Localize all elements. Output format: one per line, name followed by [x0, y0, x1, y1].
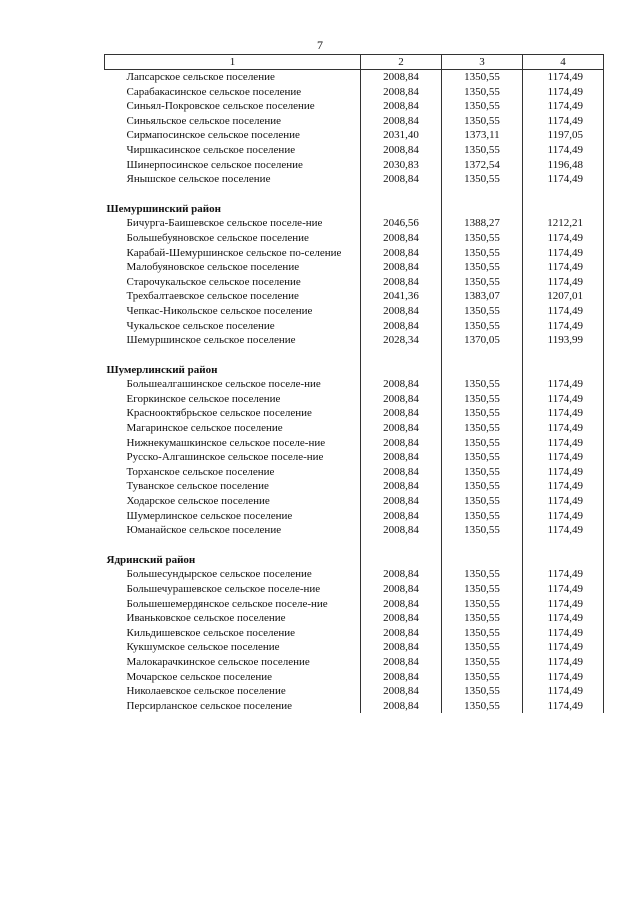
spacer-cell [361, 348, 442, 363]
table-row [105, 640, 604, 655]
settlement-name: Персирланское сельское поселение [126, 699, 293, 712]
settlement-name: Сирмапосинское сельское поселение [126, 129, 300, 142]
value-col-2: 2008,84 [361, 70, 442, 85]
value-col-2: 2008,84 [361, 509, 442, 524]
district-title: Шумерлинский район [106, 363, 218, 376]
table-row [105, 143, 604, 158]
value-col-3: 1350,55 [442, 655, 523, 670]
value-col-2: 2008,84 [361, 699, 442, 714]
value-col-4: 1197,05 [523, 128, 604, 143]
value-col-3: 1350,55 [442, 246, 523, 261]
value-col-2: 2008,84 [361, 611, 442, 626]
table-row [105, 377, 604, 392]
settlement-name: Большечурашевское сельское поселе-ние [126, 583, 321, 595]
value-col-3: 1350,55 [442, 450, 523, 465]
value-col-4: 1174,49 [523, 172, 604, 187]
settlement-name: Чепкас-Никольское сельское поселение [126, 304, 313, 317]
value-col-2: 2008,84 [361, 172, 442, 187]
settlement-name: Кукшумское сельское поселение [126, 641, 280, 654]
value-col-4: 1174,49 [523, 377, 604, 392]
value-col-2: 2008,84 [361, 655, 442, 670]
spacer-cell [523, 348, 604, 363]
table-row [105, 699, 604, 714]
settlement-name: Сарабакасинское сельское поселение [126, 85, 302, 98]
value-col-3: 1350,55 [442, 304, 523, 319]
settlement-name: Карабай-Шемуршинское сельское по-селение [126, 246, 342, 259]
settlement-name: Иваньковское сельское поселение [126, 612, 286, 625]
value-col-4: 1174,49 [523, 494, 604, 509]
value-col-2: 2008,84 [361, 479, 442, 494]
value-col-2: 2046,56 [361, 216, 442, 231]
value-col-2: 2041,36 [361, 289, 442, 304]
value-col-2: 2008,84 [361, 597, 442, 612]
settlement-name: Шумерлинское сельское поселение [126, 509, 293, 522]
value-col-4: 1174,49 [523, 465, 604, 480]
value-col-4: 1207,01 [523, 289, 604, 304]
value-col-2: 2008,84 [361, 246, 442, 261]
value-col-4: 1174,49 [523, 392, 604, 407]
settlement-name: Синьяльское сельское поселение [126, 114, 282, 127]
value-col-2: 2008,84 [361, 275, 442, 290]
value-col-4: 1174,49 [523, 699, 604, 714]
value-col-4: 1174,49 [523, 70, 604, 85]
table-row [105, 231, 604, 246]
table-row [105, 626, 604, 641]
value-col-2: 2031,40 [361, 128, 442, 143]
value-col-4: 1174,49 [523, 582, 604, 597]
value-col-3: 1350,55 [442, 611, 523, 626]
value-col-3: 1350,55 [442, 260, 523, 275]
settlement-name: Русско-Алгашинское сельское поселе-ние [126, 451, 324, 464]
value-col-4: 1174,49 [523, 684, 604, 699]
value-col-3: 1350,55 [442, 494, 523, 509]
value-col-4: 1174,49 [523, 436, 604, 451]
header-col-2: 2 [361, 55, 442, 70]
spacer-cell [361, 538, 442, 553]
value-col-4: 1212,21 [523, 216, 604, 231]
empty-cell [442, 363, 523, 378]
spacer-row [105, 348, 604, 363]
settlement-name: Нижнекумашкинское сельское поселе-ние [126, 436, 326, 449]
value-col-4: 1174,49 [523, 670, 604, 685]
value-col-3: 1350,55 [442, 436, 523, 451]
settlement-name: Трехбалтаевское сельское поселение [126, 290, 299, 303]
value-col-3: 1350,55 [442, 670, 523, 685]
settlement-name: Шемуршинское сельское поселение [126, 334, 296, 347]
empty-cell [442, 553, 523, 568]
settlement-name: Синьял-Покровское сельское поселение [126, 100, 315, 113]
value-col-3: 1350,55 [442, 640, 523, 655]
empty-cell [523, 202, 604, 217]
table-row [105, 216, 604, 231]
settlement-name: Большесундырское сельское поселение [126, 568, 312, 581]
value-col-4: 1174,49 [523, 626, 604, 641]
value-col-2: 2008,84 [361, 377, 442, 392]
value-col-3: 1350,55 [442, 99, 523, 114]
value-col-4: 1174,49 [523, 479, 604, 494]
value-col-4: 1174,49 [523, 99, 604, 114]
table-row [105, 319, 604, 334]
value-col-3: 1350,55 [442, 172, 523, 187]
district-title: Ядринский район [106, 553, 196, 566]
table-row [105, 85, 604, 100]
settlement-name: Чиршкасинское сельское поселение [126, 143, 296, 156]
table-row [105, 114, 604, 129]
value-col-4: 1174,49 [523, 319, 604, 334]
value-col-3: 1383,07 [442, 289, 523, 304]
value-col-3: 1350,55 [442, 567, 523, 582]
value-col-3: 1350,55 [442, 597, 523, 612]
table-row [105, 275, 604, 290]
spacer-cell [105, 187, 361, 202]
value-col-2: 2008,84 [361, 684, 442, 699]
value-col-2: 2008,84 [361, 114, 442, 129]
value-col-3: 1350,55 [442, 231, 523, 246]
value-col-4: 1174,49 [523, 304, 604, 319]
value-col-4: 1174,49 [523, 421, 604, 436]
value-col-2: 2008,84 [361, 85, 442, 100]
value-col-2: 2008,84 [361, 567, 442, 582]
district-title: Шемуршинский район [106, 202, 221, 215]
value-col-2: 2008,84 [361, 260, 442, 275]
value-col-2: 2008,84 [361, 304, 442, 319]
table-row [105, 611, 604, 626]
value-col-2: 2008,84 [361, 99, 442, 114]
value-col-2: 2030,83 [361, 158, 442, 173]
tariff-table [104, 54, 604, 713]
settlement-name: Мочарское сельское поселение [126, 670, 272, 683]
value-col-2: 2008,84 [361, 640, 442, 655]
value-col-4: 1174,49 [523, 231, 604, 246]
value-col-3: 1350,55 [442, 377, 523, 392]
settlement-name: Лапсарское сельское поселение [126, 71, 275, 83]
table-row [105, 99, 604, 114]
table-row [105, 406, 604, 421]
value-col-3: 1350,55 [442, 523, 523, 538]
spacer-cell [361, 187, 442, 202]
value-col-3: 1350,55 [442, 85, 523, 100]
value-col-3: 1372,54 [442, 158, 523, 173]
value-col-2: 2008,84 [361, 231, 442, 246]
table-row [105, 655, 604, 670]
value-col-2: 2008,84 [361, 421, 442, 436]
value-col-3: 1350,55 [442, 465, 523, 480]
value-col-2: 2008,84 [361, 465, 442, 480]
table-row [105, 246, 604, 261]
value-col-4: 1174,49 [523, 406, 604, 421]
spacer-cell [523, 538, 604, 553]
value-col-2: 2008,84 [361, 392, 442, 407]
table-body [105, 70, 604, 714]
empty-cell [523, 553, 604, 568]
value-col-4: 1174,49 [523, 246, 604, 261]
empty-cell [523, 363, 604, 378]
value-col-3: 1350,55 [442, 70, 523, 85]
table-row [105, 70, 604, 85]
settlement-name: Большеалгашинское сельское поселе-ние [126, 378, 321, 391]
table-row [105, 260, 604, 275]
table-row [105, 684, 604, 699]
value-col-2: 2008,84 [361, 626, 442, 641]
table-row [105, 158, 604, 173]
settlement-name: Юманайское сельское поселение [126, 524, 282, 537]
value-col-3: 1350,55 [442, 582, 523, 597]
table-row [105, 128, 604, 143]
table-row [105, 597, 604, 612]
spacer-cell [442, 187, 523, 202]
value-col-4: 1196,48 [523, 158, 604, 173]
settlement-name: Николаевское сельское поселение [126, 685, 286, 698]
value-col-4: 1174,49 [523, 114, 604, 129]
table-row [105, 289, 604, 304]
table-row [105, 670, 604, 685]
header-col-1: 1 [105, 55, 361, 70]
table-row [105, 523, 604, 538]
value-col-2: 2008,84 [361, 494, 442, 509]
settlement-name: Туванское сельское поселение [126, 480, 269, 493]
value-col-3: 1350,55 [442, 626, 523, 641]
table-row [105, 421, 604, 436]
page-number: 7 [317, 38, 323, 52]
value-col-4: 1174,49 [523, 260, 604, 275]
table-row [105, 509, 604, 524]
value-col-3: 1350,55 [442, 421, 523, 436]
table-row [105, 172, 604, 187]
settlement-name: Торханское сельское поселение [126, 465, 275, 478]
table-row [105, 450, 604, 465]
settlement-name: Малокарачкинское сельское поселение [126, 655, 310, 668]
spacer-cell [442, 538, 523, 553]
spacer-cell [105, 348, 361, 363]
value-col-2: 2008,84 [361, 319, 442, 334]
value-col-3: 1350,55 [442, 509, 523, 524]
spacer-row [105, 187, 604, 202]
value-col-4: 1174,49 [523, 143, 604, 158]
value-col-2: 2008,84 [361, 436, 442, 451]
value-col-3: 1350,55 [442, 319, 523, 334]
district-row [105, 553, 604, 568]
settlement-name: Магаринское сельское поселение [126, 422, 283, 435]
value-col-4: 1174,49 [523, 509, 604, 524]
table-row [105, 392, 604, 407]
district-row [105, 363, 604, 378]
value-col-3: 1350,55 [442, 143, 523, 158]
value-col-3: 1388,27 [442, 216, 523, 231]
header-col-3: 3 [442, 55, 523, 70]
table-row [105, 333, 604, 348]
value-col-4: 1174,49 [523, 275, 604, 290]
settlement-name: Чукальское сельское поселение [126, 319, 275, 332]
value-col-3: 1350,55 [442, 479, 523, 494]
table-row [105, 436, 604, 451]
value-col-2: 2008,84 [361, 582, 442, 597]
settlement-name: Большебуяновское сельское поселение [126, 231, 309, 244]
settlement-name: Краснооктябрьское сельское поселение [126, 407, 312, 420]
value-col-4: 1174,49 [523, 523, 604, 538]
value-col-2: 2008,84 [361, 450, 442, 465]
value-col-2: 2008,84 [361, 406, 442, 421]
spacer-row [105, 538, 604, 553]
value-col-4: 1174,49 [523, 567, 604, 582]
value-col-2: 2008,84 [361, 523, 442, 538]
table-row [105, 582, 604, 597]
settlement-name: Малобуяновское сельское поселение [126, 261, 300, 274]
value-col-3: 1350,55 [442, 114, 523, 129]
value-col-3: 1350,55 [442, 684, 523, 699]
settlement-name: Большешемердянское сельское поселе-ние [126, 597, 328, 610]
empty-cell [442, 202, 523, 217]
district-row [105, 202, 604, 217]
table-row [105, 494, 604, 509]
value-col-3: 1350,55 [442, 699, 523, 714]
value-col-3: 1350,55 [442, 275, 523, 290]
settlement-name: Бичурга-Баишевское сельское поселе-ние [126, 217, 323, 230]
value-col-2: 2008,84 [361, 670, 442, 685]
settlement-name: Кильдишевское сельское поселение [126, 626, 296, 639]
value-col-3: 1350,55 [442, 406, 523, 421]
value-col-4: 1174,49 [523, 655, 604, 670]
value-col-3: 1373,11 [442, 128, 523, 143]
table-row [105, 465, 604, 480]
value-col-4: 1174,49 [523, 640, 604, 655]
settlement-name: Янышское сельское поселение [126, 173, 271, 186]
empty-cell [361, 363, 442, 378]
header-col-4: 4 [523, 55, 604, 70]
settlement-name: Егоркинское сельское поселение [126, 392, 281, 405]
value-col-3: 1370,05 [442, 333, 523, 348]
value-col-2: 2008,84 [361, 143, 442, 158]
settlement-name: Старочукальское сельское поселение [126, 275, 301, 288]
spacer-cell [442, 348, 523, 363]
spacer-cell [105, 538, 361, 553]
empty-cell [361, 202, 442, 217]
header-row [105, 55, 604, 70]
value-col-4: 1174,49 [523, 597, 604, 612]
settlement-name: Ходарское сельское поселение [126, 495, 270, 508]
spacer-cell [523, 187, 604, 202]
value-col-4: 1174,49 [523, 85, 604, 100]
value-col-2: 2028,34 [361, 333, 442, 348]
value-col-4: 1193,99 [523, 333, 604, 348]
table-row [105, 479, 604, 494]
value-col-3: 1350,55 [442, 392, 523, 407]
settlement-name: Шинерпосинское сельское поселение [126, 158, 303, 171]
table-row [105, 304, 604, 319]
empty-cell [361, 553, 442, 568]
value-col-4: 1174,49 [523, 450, 604, 465]
value-col-4: 1174,49 [523, 611, 604, 626]
table-row [105, 567, 604, 582]
